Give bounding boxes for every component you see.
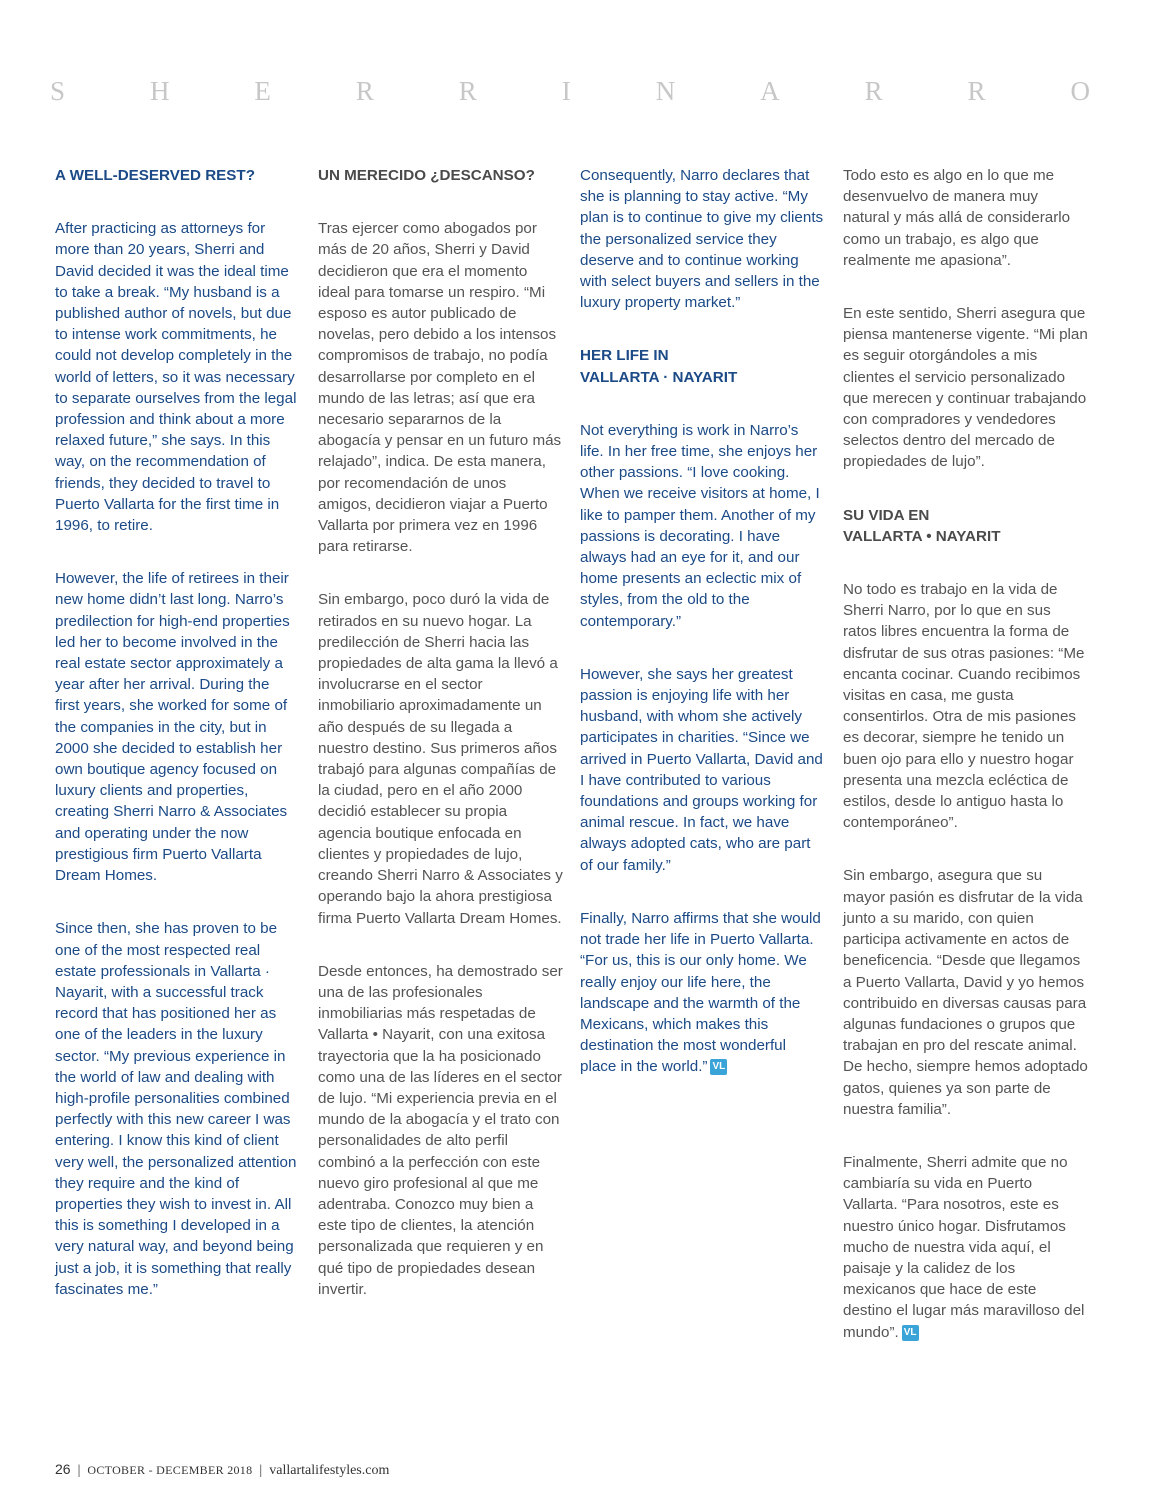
paragraph: After practicing as attorneys for more than 20 years, Sherri and David decided it was the ideal time to take a break. “My husband is a published author of novels, but due to intense work commitments, he could not develop completely in the world of letters, so it was necessary to separate ourselves from the legal profession and think about a more relaxed future,” she says. In this way, on the recommendation of friends, they decided to travel to Puerto Vallarta for the first time in 1996, to retire. <box>55 220 297 535</box>
paragraph: Consequently, Narro declares that she is planning to stay active. “My plan is to continue to give my clients the personalized service they deserve and to continue working with select buyers and sellers in the luxury property market.” <box>580 167 824 312</box>
paragraph: Not everything is work in Narro’s life. In her free time, she enjoys her other passions. “I love cooking. When we receive visitors at home, I like to pamper them. Another of my passions is decorating. I have always had an eye for it, and our home presents an eclectic mix of styles, from the old to the contemporary.” <box>580 421 820 630</box>
website-link[interactable]: vallartalifestyles.com <box>269 1463 390 1478</box>
heading-line: SU VIDA EN <box>843 506 930 524</box>
paragraph: Tras ejercer como abogados por más de 20 años, Sherri y David decidieron que era el momento ideal para tomarse un respiro. “Mi esposo es autor publicado de novelas, pero debido a los intensos compromisos de trabajo, no podía desarrollarse por completo en el mundo de las letras; así que era necesario separarnos de la abogacía y pensar en un futuro más relajado”, indica. De esta manera, por recomendación de unos amigos, decidieron viajar a Puerto Vallarta por primera vez en 1996 para retirarse. <box>318 220 562 556</box>
english-column-2 <box>580 165 825 1110</box>
paragraph: Todo esto es algo en lo que me desenvuelvo de manera muy natural y más allá de considerarlo como un trabajo, es algo que realmente me apasiona”. <box>843 167 1071 269</box>
english-column-1 <box>55 165 298 1332</box>
paragraph: However, the life of retirees in their new home didn’t last long. Narro’s predilection for high-end properties led her to become involved in the real estate sector approximately a year after her arrival. During the first years, she worked for some of the companies in the city, but in 2000 she decided to establish her own boutique agency focused on luxury clients and properties, creating Sherri Narro & Associates and operating under the now prestigious firm Puerto Vallarta Dream Homes. <box>55 570 290 885</box>
heading-line: VALLARTA · NAYARIT <box>580 368 738 386</box>
issue-date: OCTOBER - DECEMBER 2018 <box>87 1463 253 1477</box>
heading-line: VALLARTA • NAYARIT <box>843 527 1001 545</box>
footer-separator: | <box>259 1463 263 1478</box>
paragraph: Since then, she has proven to be one of the most respected real estate professionals in Vallarta · Nayarit, with a successful track record that has positioned her as one of the leaders in the luxury sector. “My previous experience in the world of law and dealing with high-profile personalities combined perfectly with this new career I was entering. I know this kind of client very well, the personalized attention they require and the kind of properties they wish to invest in. All this is something I developed in a very natural way, and beyond being just a job, it is something that really fascinates me.” <box>55 920 297 1298</box>
header-letter: O <box>1070 76 1090 106</box>
header-letter: R <box>864 76 883 106</box>
header-letter: R <box>355 76 374 106</box>
vl-logo-badge: VL <box>710 1059 727 1075</box>
page-footer <box>55 1461 389 1479</box>
paragraph: However, she says her greatest passion is enjoying life with her husband, with whom she actively participates in charities. “Since we arrived in Puerto Vallarta, David and I have contributed to various foundations and groups working for animal rescue. In fact, we have always adopted cats, who are part of our family.” <box>580 665 823 874</box>
header-letter: S <box>50 76 66 106</box>
paragraph: Sin embargo, asegura que su mayor pasión es disfrutar de la vida junto a su marido, con quien participa activamente en actos de beneficencia. “Desde que llegamos a Puerto Vallarta, David y yo hemos contribuido en diversas causas para algunas fundaciones o grupos que trabajan en pro del rescate animal. De hecho, siempre hemos adoptado gatos, quienes ya son parte de nuestra familia”. <box>843 867 1088 1118</box>
spanish-column-2 <box>843 165 1088 1375</box>
vl-logo-badge: VL <box>902 1325 919 1341</box>
paragraph-text: Finalmente, Sherri admite que no cambiaría su vida en Puerto Vallarta. “Para nosotros, este es nuestro único hogar. Disfrutamos mucho de nuestra vida aquí, el paisaje y la calidez de los mexicanos que hace de este destino el lugar más maravilloso del mundo”. <box>843 1153 1085 1341</box>
paragraph: No todo es trabajo en la vida de Sherri Narro, por lo que en sus ratos libres encuentra la forma de disfrutar de sus otras pasiones: “Me encanta cocinar. Cuando recibimos visitas en casa, me gusta consentirlos. Otra de mis pasiones es decorar, siempre he tenido un buen ojo para ello y nuestro hogar presenta una mezcla ecléctica de estilos, desde lo antiguo hasta lo contemporáneo”. <box>843 581 1085 832</box>
header-letter: A <box>760 76 780 106</box>
paragraph-text: Finally, Narro affirms that she would not trade her life in Puerto Vallarta. “For us, this is our only home. We really enjoy our life here, the landscape and the warmth of the Mexicans, which makes this destination the most wonderful place in the world.” <box>580 909 821 1076</box>
paragraph: En este sentido, Sherri asegura que piensa mantenerse vigente. “Mi plan es seguir otorgándoles a mis clientes el servicio personalizado que merecen y continuar trabajando con compradores y vendedores selectos dentro del mercado de propiedades de lujo”. <box>843 305 1088 471</box>
paragraph: Sin embargo, poco duró la vida de retirados en su nuevo hogar. La predilección de Sherri hacia las propiedades de alta gama la llevó a involucrarse en el sector inmobiliario aproximadamente un año después de su llegada a nuestro destino. Sus primeros años trabajó para algunas compañías de la ciudad, pero en el año 2000 decidió establecer su propia agencia boutique enfocada en clientes y propiedades de lujo, creando Sherri Narro & Associates y operando bajo la ahora prestigiosa firma Puerto Vallarta Dream Homes. <box>318 591 563 927</box>
spanish-column-1 <box>318 165 563 1332</box>
heading-line: HER LIFE IN <box>580 347 669 365</box>
page-header-name <box>50 74 1090 108</box>
paragraph <box>843 1152 1088 1343</box>
paragraph <box>580 908 825 1078</box>
section-heading <box>580 345 825 387</box>
page-number: 26 <box>55 1461 71 1477</box>
header-letter: I <box>561 76 571 106</box>
paragraph: Desde entonces, ha demostrado ser una de las profesionales inmobiliarias más respetadas de Vallarta • Nayarit, con una exitosa trayectoria que la ha posicionado como una de las líderes en el sector de lujo. “Mi experiencia previa en el mundo de la abogacía y el trato con personalidades de alto perfil combinó a la perfección con este nuevo giro profesional al que me adentraba. Conozco muy bien a este tipo de clientes, la atención personalizada que requieren y en qué tipo de propiedades desean invertir. <box>318 962 563 1298</box>
header-letter: H <box>149 76 170 106</box>
header-letter: N <box>655 76 676 106</box>
footer-separator: | <box>77 1463 81 1478</box>
section-heading: UN MERECIDO ¿DESCANSO? <box>318 167 535 184</box>
section-heading: A WELL-DESERVED REST? <box>55 167 255 184</box>
header-letter: R <box>458 76 477 106</box>
header-letter: R <box>967 76 986 106</box>
section-heading <box>843 505 1088 547</box>
header-letter: E <box>254 76 271 106</box>
